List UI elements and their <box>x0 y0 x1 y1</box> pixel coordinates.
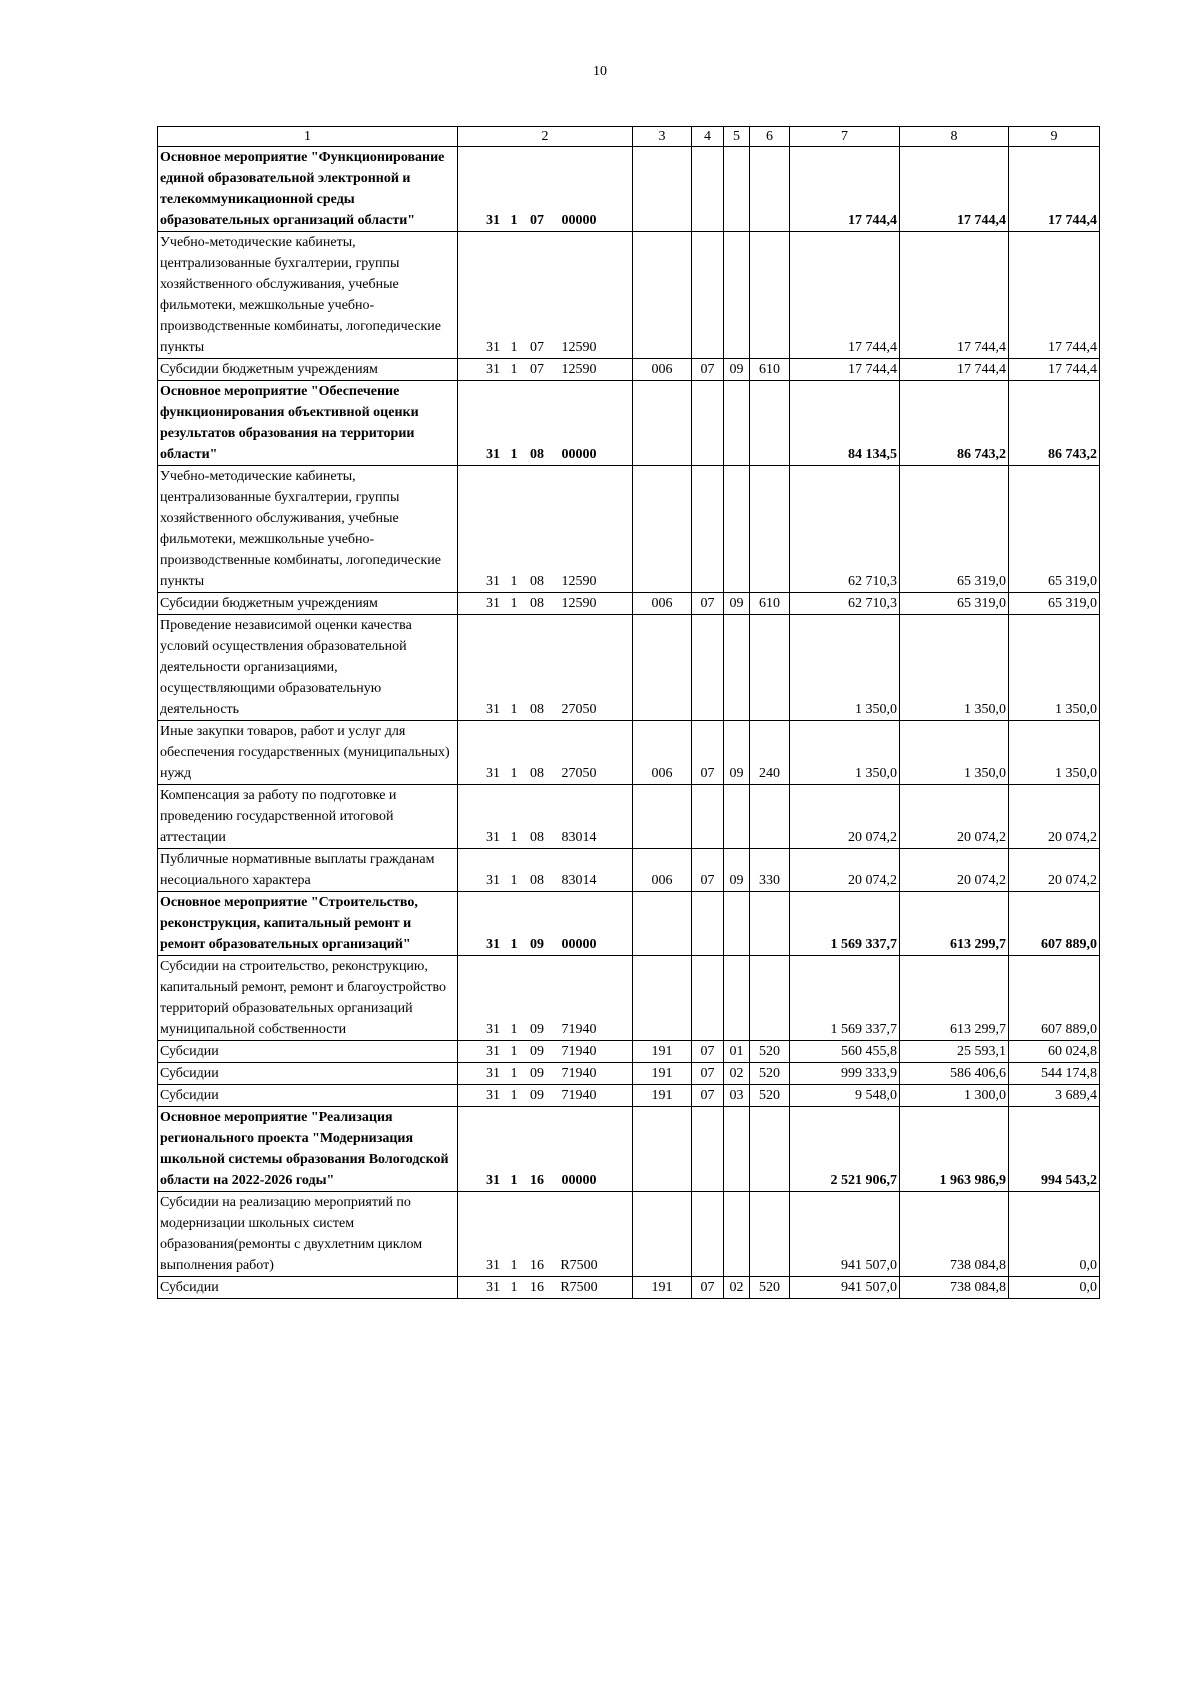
row-description: Проведение независимой оценки качества условий осуществления образовательной деятельности организациями, осуществляющими образовательную деятельность <box>158 615 458 721</box>
row-value-col8: 613 299,7 <box>900 956 1009 1041</box>
row-col6 <box>750 1107 790 1192</box>
page-number: 10 <box>593 64 607 79</box>
row-value-col9: 20 074,2 <box>1009 849 1100 892</box>
row-col6 <box>750 892 790 956</box>
row-col5 <box>724 892 750 956</box>
row-col4: 07 <box>692 593 724 615</box>
row-description: Учебно-методические кабинеты, централизованные бухгалтерии, группы хозяйственного обслуживания, учебные фильмотеки, межшкольные учебно-производственные комбинаты, логопедические пункты <box>158 232 458 359</box>
code-subprogram: 1 <box>510 1044 518 1059</box>
row-value-col9: 17 744,4 <box>1009 147 1100 232</box>
table-row <box>158 785 1100 849</box>
row-value-col8: 1 350,0 <box>900 721 1009 785</box>
row-value-col9: 86 743,2 <box>1009 381 1100 466</box>
row-value-col8: 1 300,0 <box>900 1085 1009 1107</box>
code-measure: 09 <box>530 1088 544 1103</box>
code-program: 31 <box>486 1044 500 1059</box>
row-col5: 09 <box>724 359 750 381</box>
row-target-code <box>458 381 633 466</box>
row-col5 <box>724 615 750 721</box>
row-value-col9: 3 689,4 <box>1009 1085 1100 1107</box>
row-col3 <box>633 147 692 232</box>
row-col6: 240 <box>750 721 790 785</box>
row-col5 <box>724 466 750 593</box>
code-direction: 00000 <box>561 1173 597 1188</box>
row-target-code <box>458 1192 633 1277</box>
row-value-col7: 560 455,8 <box>790 1041 900 1063</box>
header-cell: 4 <box>692 127 724 147</box>
row-value-col9: 1 350,0 <box>1009 721 1100 785</box>
code-measure: 08 <box>530 702 544 717</box>
code-program: 31 <box>486 766 500 781</box>
budget-table <box>157 126 1100 1299</box>
code-measure: 07 <box>530 362 544 377</box>
row-value-col7: 1 350,0 <box>790 615 900 721</box>
row-value-col7: 17 744,4 <box>790 147 900 232</box>
row-description: Основное мероприятие "Реализация регионального проекта "Модернизация школьной системы образования Вологодской области на 2022-2026 годы" <box>158 1107 458 1192</box>
row-col4 <box>692 1107 724 1192</box>
code-program: 31 <box>486 1173 500 1188</box>
row-description: Субсидии <box>158 1085 458 1107</box>
table-row <box>158 721 1100 785</box>
row-col6: 610 <box>750 359 790 381</box>
code-program: 31 <box>486 596 500 611</box>
code-measure: 07 <box>530 213 544 228</box>
row-col5 <box>724 147 750 232</box>
row-col4: 07 <box>692 1063 724 1085</box>
code-subprogram: 1 <box>510 447 518 462</box>
row-value-col9: 65 319,0 <box>1009 593 1100 615</box>
row-col5: 03 <box>724 1085 750 1107</box>
code-measure: 09 <box>530 1022 544 1037</box>
row-col3: 006 <box>633 593 692 615</box>
header-cell: 7 <box>790 127 900 147</box>
code-subprogram: 1 <box>510 340 518 355</box>
code-measure: 09 <box>530 1044 544 1059</box>
row-value-col8: 738 084,8 <box>900 1277 1009 1299</box>
row-col6 <box>750 1192 790 1277</box>
table-row <box>158 849 1100 892</box>
row-target-code <box>458 721 633 785</box>
row-value-col9: 607 889,0 <box>1009 892 1100 956</box>
table-row <box>158 232 1100 359</box>
row-value-col9: 544 174,8 <box>1009 1063 1100 1085</box>
row-description: Учебно-методические кабинеты, централизованные бухгалтерии, группы хозяйственного обслуживания, учебные фильмотеки, межшкольные учебно-производственные комбинаты, логопедические пункты <box>158 466 458 593</box>
row-target-code <box>458 892 633 956</box>
table-row <box>158 956 1100 1041</box>
code-measure: 16 <box>530 1280 544 1295</box>
row-description: Основное мероприятие "Функционирование единой образовательной электронной и телекоммуникационной среды образовательных организаций области" <box>158 147 458 232</box>
table-row <box>158 381 1100 466</box>
row-value-col8: 586 406,6 <box>900 1063 1009 1085</box>
code-program: 31 <box>486 1066 500 1081</box>
row-description: Субсидии <box>158 1277 458 1299</box>
row-description: Публичные нормативные выплаты гражданам несоциального характера <box>158 849 458 892</box>
row-col4: 07 <box>692 849 724 892</box>
row-col6 <box>750 381 790 466</box>
row-value-col7: 62 710,3 <box>790 593 900 615</box>
row-value-col9: 20 074,2 <box>1009 785 1100 849</box>
row-value-col7: 941 507,0 <box>790 1192 900 1277</box>
code-subprogram: 1 <box>510 1066 518 1081</box>
row-col5 <box>724 956 750 1041</box>
row-col6: 520 <box>750 1063 790 1085</box>
code-subprogram: 1 <box>510 873 518 888</box>
table-row <box>158 359 1100 381</box>
row-value-col9: 65 319,0 <box>1009 466 1100 593</box>
table-header-row <box>158 127 1100 147</box>
row-col6 <box>750 232 790 359</box>
row-description: Компенсация за работу по подготовке и проведению государственной итоговой аттестации <box>158 785 458 849</box>
header-cell: 8 <box>900 127 1009 147</box>
row-col3: 006 <box>633 359 692 381</box>
row-col6 <box>750 956 790 1041</box>
code-subprogram: 1 <box>510 213 518 228</box>
row-col6: 520 <box>750 1041 790 1063</box>
table-row <box>158 615 1100 721</box>
row-col5: 09 <box>724 721 750 785</box>
row-col5 <box>724 785 750 849</box>
code-program: 31 <box>486 873 500 888</box>
code-program: 31 <box>486 574 500 589</box>
table-row <box>158 1041 1100 1063</box>
row-col6: 330 <box>750 849 790 892</box>
row-value-col7: 20 074,2 <box>790 785 900 849</box>
row-value-col7: 9 548,0 <box>790 1085 900 1107</box>
row-col5: 09 <box>724 849 750 892</box>
row-col6: 520 <box>750 1085 790 1107</box>
row-value-col7: 999 333,9 <box>790 1063 900 1085</box>
code-direction: 71940 <box>561 1088 597 1103</box>
row-target-code <box>458 147 633 232</box>
row-col3 <box>633 956 692 1041</box>
code-direction: R7500 <box>560 1258 598 1273</box>
code-program: 31 <box>486 1022 500 1037</box>
table-row <box>158 1107 1100 1192</box>
code-measure: 08 <box>530 766 544 781</box>
row-col4: 07 <box>692 1085 724 1107</box>
row-value-col7: 1 569 337,7 <box>790 956 900 1041</box>
header-cell: 1 <box>158 127 458 147</box>
row-col4 <box>692 956 724 1041</box>
header-cell: 9 <box>1009 127 1100 147</box>
code-direction: 27050 <box>561 766 597 781</box>
code-subprogram: 1 <box>510 702 518 717</box>
row-description: Иные закупки товаров, работ и услуг для обеспечения государственных (муниципальных) нужд <box>158 721 458 785</box>
row-description: Основное мероприятие "Обеспечение функционирования объективной оценки результатов образования на территории области" <box>158 381 458 466</box>
code-program: 31 <box>486 1258 500 1273</box>
row-col4 <box>692 466 724 593</box>
row-col3 <box>633 466 692 593</box>
row-description: Субсидии <box>158 1041 458 1063</box>
row-col4: 07 <box>692 1041 724 1063</box>
row-col6 <box>750 785 790 849</box>
row-value-col9: 0,0 <box>1009 1192 1100 1277</box>
row-col4 <box>692 232 724 359</box>
row-value-col7: 84 134,5 <box>790 381 900 466</box>
row-col3 <box>633 1107 692 1192</box>
code-program: 31 <box>486 830 500 845</box>
row-value-col8: 65 319,0 <box>900 466 1009 593</box>
table-row <box>158 1192 1100 1277</box>
code-direction: 12590 <box>561 574 597 589</box>
row-value-col7: 2 521 906,7 <box>790 1107 900 1192</box>
code-program: 31 <box>486 1088 500 1103</box>
table-row <box>158 593 1100 615</box>
code-direction: 12590 <box>561 362 597 377</box>
code-program: 31 <box>486 702 500 717</box>
row-col3: 006 <box>633 721 692 785</box>
table-row <box>158 147 1100 232</box>
row-value-col8: 20 074,2 <box>900 785 1009 849</box>
code-direction: 71940 <box>561 1044 597 1059</box>
row-col5 <box>724 232 750 359</box>
code-program: 31 <box>486 1280 500 1295</box>
row-col4: 07 <box>692 721 724 785</box>
row-target-code <box>458 359 633 381</box>
row-col5: 09 <box>724 593 750 615</box>
code-subprogram: 1 <box>510 1258 518 1273</box>
code-direction: 00000 <box>561 213 597 228</box>
row-description: Субсидии бюджетным учреждениям <box>158 593 458 615</box>
row-target-code <box>458 1277 633 1299</box>
code-measure: 09 <box>530 1066 544 1081</box>
row-col5: 01 <box>724 1041 750 1063</box>
row-value-col8: 25 593,1 <box>900 1041 1009 1063</box>
row-col5 <box>724 381 750 466</box>
row-value-col8: 17 744,4 <box>900 359 1009 381</box>
row-value-col8: 1 350,0 <box>900 615 1009 721</box>
code-measure: 08 <box>530 574 544 589</box>
code-measure: 08 <box>530 596 544 611</box>
row-col3 <box>633 1192 692 1277</box>
row-col6 <box>750 615 790 721</box>
row-description: Основное мероприятие "Строительство, реконструкция, капитальный ремонт и ремонт образовательных организаций" <box>158 892 458 956</box>
code-subprogram: 1 <box>510 1173 518 1188</box>
code-measure: 08 <box>530 447 544 462</box>
row-col5: 02 <box>724 1063 750 1085</box>
row-value-col8: 65 319,0 <box>900 593 1009 615</box>
code-program: 31 <box>486 213 500 228</box>
code-subprogram: 1 <box>510 766 518 781</box>
header-cell: 6 <box>750 127 790 147</box>
row-col3 <box>633 615 692 721</box>
row-col6 <box>750 147 790 232</box>
row-col4: 07 <box>692 359 724 381</box>
code-direction: 83014 <box>561 830 597 845</box>
code-measure: 16 <box>530 1173 544 1188</box>
row-target-code <box>458 785 633 849</box>
code-program: 31 <box>486 362 500 377</box>
code-direction: 12590 <box>561 596 597 611</box>
row-col3 <box>633 785 692 849</box>
code-measure: 07 <box>530 340 544 355</box>
header-cell: 3 <box>633 127 692 147</box>
table-row <box>158 892 1100 956</box>
row-value-col8: 738 084,8 <box>900 1192 1009 1277</box>
row-value-col9: 0,0 <box>1009 1277 1100 1299</box>
code-program: 31 <box>486 447 500 462</box>
row-value-col7: 1 350,0 <box>790 721 900 785</box>
row-value-col8: 17 744,4 <box>900 147 1009 232</box>
row-col4 <box>692 785 724 849</box>
code-direction: 00000 <box>561 937 597 952</box>
code-direction: 71940 <box>561 1022 597 1037</box>
code-subprogram: 1 <box>510 1088 518 1103</box>
row-value-col9: 994 543,2 <box>1009 1107 1100 1192</box>
row-value-col8: 86 743,2 <box>900 381 1009 466</box>
code-measure: 08 <box>530 873 544 888</box>
row-value-col7: 17 744,4 <box>790 232 900 359</box>
row-col5 <box>724 1107 750 1192</box>
code-subprogram: 1 <box>510 574 518 589</box>
row-target-code <box>458 466 633 593</box>
row-target-code <box>458 1107 633 1192</box>
row-col3: 191 <box>633 1063 692 1085</box>
row-target-code <box>458 1041 633 1063</box>
code-direction: 27050 <box>561 702 597 717</box>
row-col3: 191 <box>633 1085 692 1107</box>
code-direction: 12590 <box>561 340 597 355</box>
row-description: Субсидии на строительство, реконструкцию, капитальный ремонт, ремонт и благоустройство территорий образовательных организаций муниципальной собственности <box>158 956 458 1041</box>
code-subprogram: 1 <box>510 830 518 845</box>
table-row <box>158 1063 1100 1085</box>
row-col3 <box>633 892 692 956</box>
row-col4: 07 <box>692 1277 724 1299</box>
row-value-col8: 17 744,4 <box>900 232 1009 359</box>
table-row <box>158 466 1100 593</box>
row-col3: 006 <box>633 849 692 892</box>
row-value-col7: 1 569 337,7 <box>790 892 900 956</box>
row-target-code <box>458 956 633 1041</box>
code-direction: 00000 <box>561 447 597 462</box>
row-col4 <box>692 147 724 232</box>
row-value-col9: 17 744,4 <box>1009 359 1100 381</box>
row-value-col8: 20 074,2 <box>900 849 1009 892</box>
row-target-code <box>458 1085 633 1107</box>
code-direction: 83014 <box>561 873 597 888</box>
row-description: Субсидии бюджетным учреждениям <box>158 359 458 381</box>
code-direction: 71940 <box>561 1066 597 1081</box>
row-value-col7: 62 710,3 <box>790 466 900 593</box>
row-description: Субсидии <box>158 1063 458 1085</box>
code-subprogram: 1 <box>510 596 518 611</box>
code-subprogram: 1 <box>510 937 518 952</box>
row-target-code <box>458 232 633 359</box>
row-col5: 02 <box>724 1277 750 1299</box>
row-target-code <box>458 593 633 615</box>
code-subprogram: 1 <box>510 1280 518 1295</box>
row-value-col9: 60 024,8 <box>1009 1041 1100 1063</box>
row-col4 <box>692 381 724 466</box>
code-subprogram: 1 <box>510 362 518 377</box>
row-description: Субсидии на реализацию мероприятий по модернизации школьных систем образования(ремонты с двухлетним циклом выполнения работ) <box>158 1192 458 1277</box>
code-direction: R7500 <box>560 1280 598 1295</box>
code-measure: 09 <box>530 937 544 952</box>
code-measure: 08 <box>530 830 544 845</box>
row-col4 <box>692 1192 724 1277</box>
header-cell: 5 <box>724 127 750 147</box>
row-target-code <box>458 1063 633 1085</box>
row-col6 <box>750 466 790 593</box>
row-value-col7: 20 074,2 <box>790 849 900 892</box>
code-subprogram: 1 <box>510 1022 518 1037</box>
row-col4 <box>692 615 724 721</box>
row-value-col8: 613 299,7 <box>900 892 1009 956</box>
row-value-col7: 17 744,4 <box>790 359 900 381</box>
row-col3 <box>633 381 692 466</box>
code-program: 31 <box>486 937 500 952</box>
row-col5 <box>724 1192 750 1277</box>
code-measure: 16 <box>530 1258 544 1273</box>
row-col3 <box>633 232 692 359</box>
row-value-col9: 1 350,0 <box>1009 615 1100 721</box>
row-value-col7: 941 507,0 <box>790 1277 900 1299</box>
row-col4 <box>692 892 724 956</box>
row-col6: 610 <box>750 593 790 615</box>
row-col6: 520 <box>750 1277 790 1299</box>
table-row <box>158 1277 1100 1299</box>
row-value-col9: 607 889,0 <box>1009 956 1100 1041</box>
row-target-code <box>458 615 633 721</box>
row-value-col9: 17 744,4 <box>1009 232 1100 359</box>
row-col3: 191 <box>633 1041 692 1063</box>
row-value-col8: 1 963 986,9 <box>900 1107 1009 1192</box>
row-target-code <box>458 849 633 892</box>
table-row <box>158 1085 1100 1107</box>
header-cell: 2 <box>458 127 633 147</box>
row-col3: 191 <box>633 1277 692 1299</box>
code-program: 31 <box>486 340 500 355</box>
